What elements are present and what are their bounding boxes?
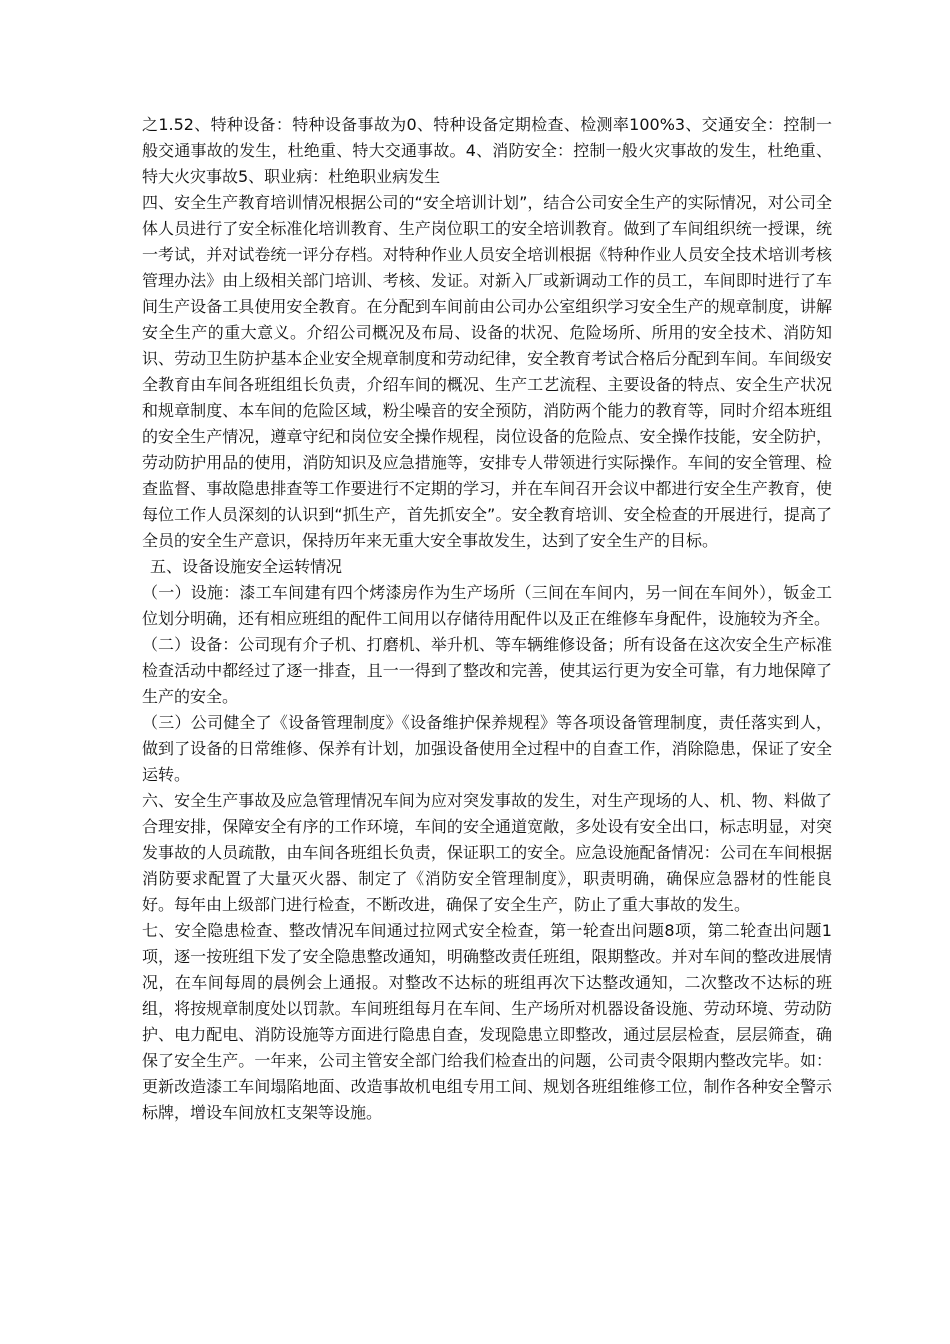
paragraph-safety-training: 四、安全生产教育培训情况根据公司的“安全培训计划”，结合公司安全生产的实际情况，对公司全体人员进行了安全标准化培训教育、生产岗位职工的安全培训教育。做到了车间组织统一授课，统一考试，并对试卷统一评分存档。对特种作业人员安全培训根据《特种作业人员安全技术培训考核管理办法》由上级相关部门培训、考核、发证。对新入厂或新调动工作的员工，车间即时进行了车间生产设备工具使用安全教育。在分配到车间前由公司办公室组织学习安全生产的规章制度，讲解安全生产的重大意义。介绍公司概况及布局、设备的状况、危险场所、所用的安全技术、消防知识、劳动卫生防护基本企业安全规章制度和劳动纪律，安全教育考试合格后分配到车间。车间级安全教育由车间各班组组长负责，介绍车间的概况、生产工艺流程、主要设备的特点、安全生产状况和规章制度、本车间的危险区域，粉尘噪音的安全预防，消防两个能力的教育等，同时介绍本班组的安全生产情况，遵章守纪和岗位安全操作规程，岗位设备的危险点、安全操作技能，安全防护，劳动防护用品的使用，消防知识及应急措施等，安排专人带领进行实际操作。车间的安全管理、检查监督、事故隐患排查等工作要进行不定期的学习，并在车间召开会议中都进行安全生产教育，使每位工作人员深刻的认识到“抓生产，首先抓安全”。安全教育培训、安全检查的开展进行，提高了全员的安全生产意识，保持历年来无重大安全事故发生，达到了安全生产的目标。 (142, 193, 832, 550)
paragraph-hazard-inspection: 七、安全隐患检查、整改情况车间通过拉网式安全检查，第一轮查出问题8项，第二轮查出问题1项，逐一按班组下发了安全隐患整改通知，明确整改责任班组，限期整改。并对车间的整改进展情况，在车间每周的晨例会上通报。对整改不达标的班组再次下达整改通知，二次整改不达标的班组，将按规章制度处以罚款。车间班组每月在车间、生产场所对机器设备设施、劳动环境、劳动防护、电力配电、消防设施等方面进行隐患自查，发现隐患立即整改，通过层层检查，层层筛查，确保了安全生产。一年来，公司主管安全部门给我们检查出的问题，公司责令限期内整改完毕。如：更新改造漆工车间塌陷地面、改造事故机电组专用工间、规划各班组维修工位，制作各种安全警示标牌，增设车间放杠支架等设施。 (142, 921, 832, 1122)
paragraph-facilities: （一）设施：漆工车间建有四个烤漆房作为生产场所（三间在车间内，另一间在车间外），钣金工位划分明确，还有相应班组的配件工间用以存储待用配件以及正在维修车身配件，设施较为齐全。 (142, 583, 832, 628)
section-heading-equipment: 五、设备设施安全运转情况 (150, 557, 343, 576)
paragraph-management-rules: （三）公司健全了《设备管理制度》《设备维护保养规程》等各项设备管理制度，责任落实到人，做到了设备的日常维修、保养有计划，加强设备使用全过程中的自查工作，消除隐患，保证了安全运转。 (142, 713, 832, 784)
paragraph-equipment: （二）设备：公司现有介子机、打磨机、举升机、等车辆维修设备；所有设备在这次安全生产标准检查活动中都经过了逐一排查，且一一得到了整改和完善，使其运行更为安全可靠，有力地保障了生产的安全。 (142, 635, 832, 706)
paragraph-safety-targets: 之1.52、特种设备：特种设备事故为0、特种设备定期检查、检测率100%3、交通安全：控制一般交通事故的发生，杜绝重、特大交通事故。4、消防安全：控制一般火灾事故的发生，杜绝重、特大火灾事故5、职业病：杜绝职业病发生 (142, 115, 832, 186)
document-body (142, 112, 832, 1126)
paragraph-emergency-management: 六、安全生产事故及应急管理情况车间为应对突发事故的发生，对生产现场的人、机、物、料做了合理安排，保障安全有序的工作环境，车间的安全通道宽敞，多处设有安全出口，标志明显，对突发事故的人员疏散，由车间各班组长负责，保证职工的安全。应急设施配备情况：公司在车间根据消防要求配置了大量灭火器、制定了《消防安全管理制度》，职责明确，确保应急器材的性能良好。每年由上级部门进行检查，不断改进，确保了安全生产，防止了重大事故的发生。 (142, 791, 832, 914)
